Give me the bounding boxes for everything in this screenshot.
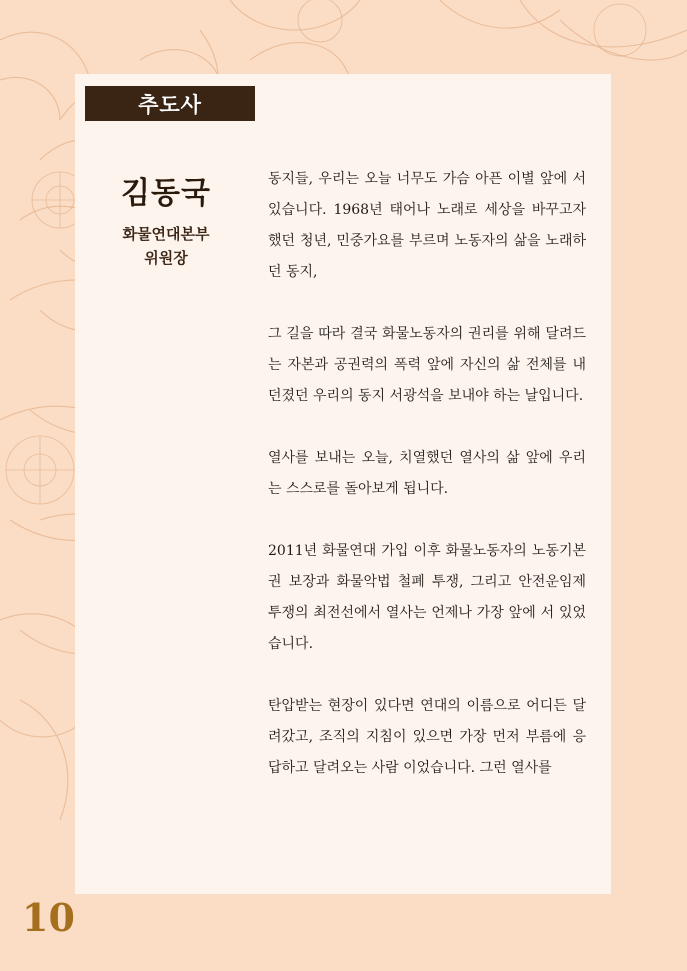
paragraph-3: 열사를 보내는 오늘, 치열했던 열사의 삶 앞에 우리는 스스로를 돌아보게 됩니다.: [268, 450, 586, 497]
author-role: [96, 222, 236, 270]
paragraph-4: 2011년 화물연대 가입 이후 화물노동자의 노동기본권 보장과 화물악법 철폐 투쟁, 그리고 안전운임제 투쟁의 최전선에서 열사는 언제나 가장 앞에 서 있었습니다.: [268, 543, 586, 652]
section-label: 추도사: [85, 86, 255, 121]
author-block: [96, 168, 236, 270]
paragraph-2: 그 길을 따라 결국 화물노동자의 권리를 위해 달려드는 자본과 공권력의 폭력 앞에 자신의 삶 전체를 내던졌던 우리의 동지 서광석을 보내야 하는 날입니다.: [268, 326, 586, 404]
author-role-line2: 위원장: [144, 249, 188, 267]
paragraph-5: 탄압받는 현장이 있다면 연대의 이름으로 어디든 달려갔고, 조직의 지침이 있으면 가장 먼저 부름에 응답하고 달려오는 사람 이었습니다. 그런 열사를: [268, 698, 586, 776]
page-number: 10: [22, 895, 75, 940]
author-role-line1: 화물연대본부: [122, 225, 210, 243]
paragraph-1: 동지들, 우리는 오늘 너무도 가슴 아픈 이별 앞에 서 있습니다. 1968년 태어나 노래로 세상을 바꾸고자 했던 청년, 민중가요를 부르며 노동자의 삶을 노래하던 동지,: [268, 171, 586, 280]
eulogy-text: [268, 164, 586, 815]
author-name: 김동국: [121, 176, 211, 211]
